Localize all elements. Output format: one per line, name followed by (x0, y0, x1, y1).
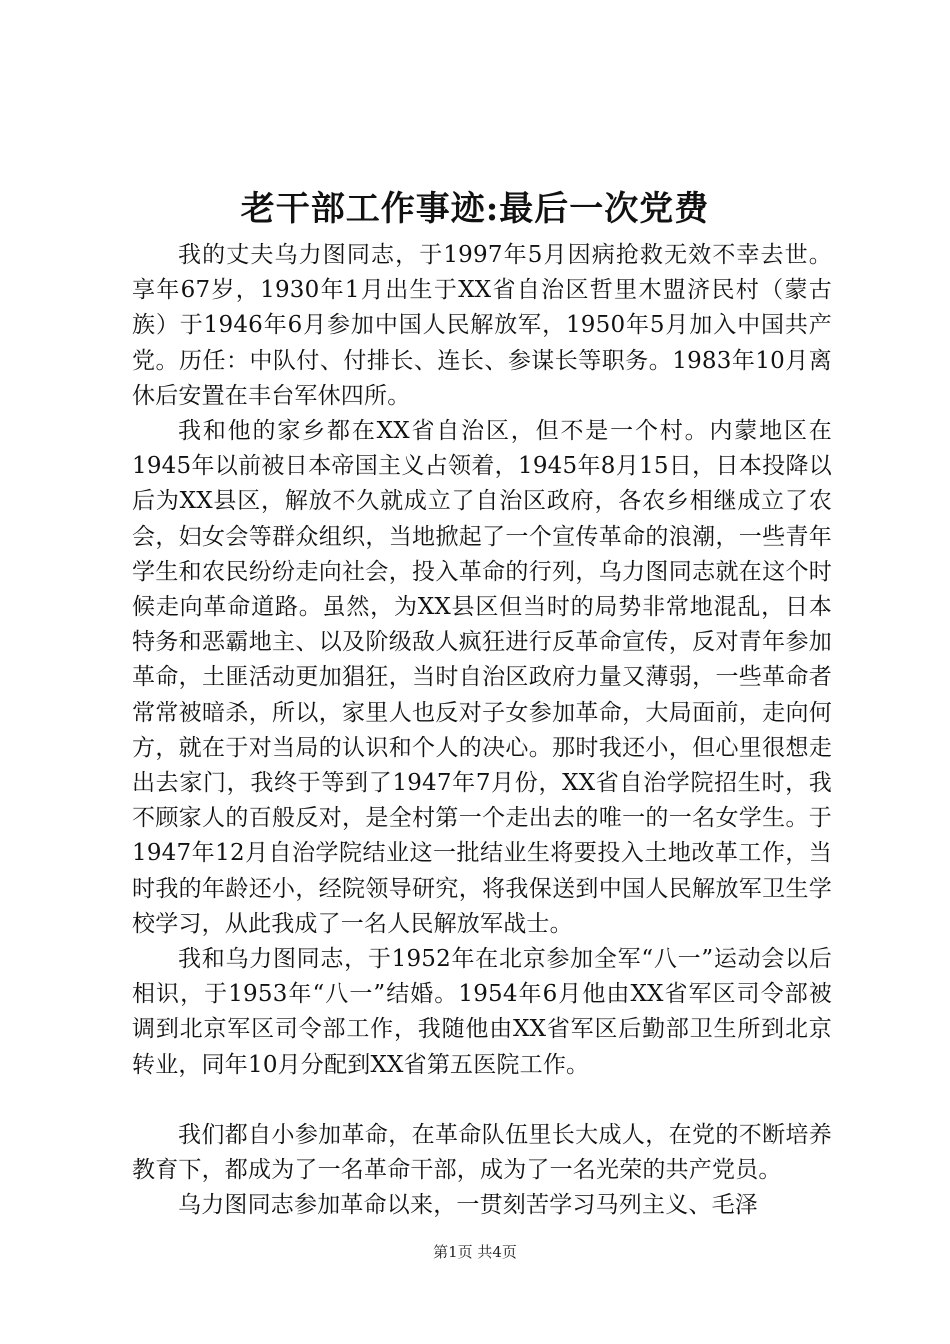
paragraph-5: 乌力图同志参加革命以来，一贯刻苦学习马列主义、毛泽 (178, 1192, 758, 1219)
paragraph-1: 我的丈夫乌力图同志，于1997年5月因病抢救无效不幸去世。享年67岁，1930年1月出生于XX省自治区哲里木盟济民村（蒙古族）于1946年6月参加中国人民解放军，1950年5月加入中国共产党。历任：中队付、付排长、连长、参谋长等职务。1983年10月离休后安置在丰台军休四所。 (132, 242, 832, 409)
paragraph-4: 我们都自小参加革命，在革命队伍里长大成人，在党的不断培养教育下，都成为了一名革命干部，成为了一名光荣的共产党员。 (132, 1121, 832, 1184)
page-footer: 第1页 共4页 (433, 1243, 517, 1261)
paragraph-3: 我和乌力图同志，于1952年在北京参加全军“八一”运动会以后相识，于1953年“八一”结婚。1954年6月他由XX省军区司令部被调到北京军区司令部工作，我随他由XX省军区后勤部卫生所到北京转业，同年10月分配到XX省第五医院工作。 (132, 946, 832, 1078)
document-body (132, 238, 832, 1223)
paragraph-2: 我和他的家乡都在XX省自治区，但不是一个村。内蒙地区在1945年以前被日本帝国主义占领着，1945年8月15日，日本投降以后为XX县区，解放不久就成立了自治区政府，各农乡相继成立了农会，妇女会等群众组织，当地掀起了一个宣传革命的浪潮，一些青年学生和农民纷纷走向社会，投入革命的行列，乌力图同志就在这个时候走向革命道路。虽然，为XX县区但当时的局势非常地混乱，日本特务和恶霸地主、以及阶级敌人疯狂进行反革命宣传，反对青年参加革命，土匪活动更加猖狂，当时自治区政府力量又薄弱，一些革命者常常被暗杀，所以，家里人也反对子女参加革命，大局面前，走向何方，就在于对当局的认识和个人的决心。那时我还小，但心里很想走出去家门，我终于等到了1947年7月份，XX省自治学院招生时，我不顾家人的百般反对，是全村第一个走出去的唯一的一名女学生。于1947年12月自治学院结业这一批结业生将要投入土地改革工作，当时我的年龄还小，经院领导研究，将我保送到中国人民解放军卫生学校学习，从此我成了一名人民解放军战士。 (132, 418, 832, 937)
document-title: 老干部工作事迹:最后一次党费 (240, 189, 710, 229)
